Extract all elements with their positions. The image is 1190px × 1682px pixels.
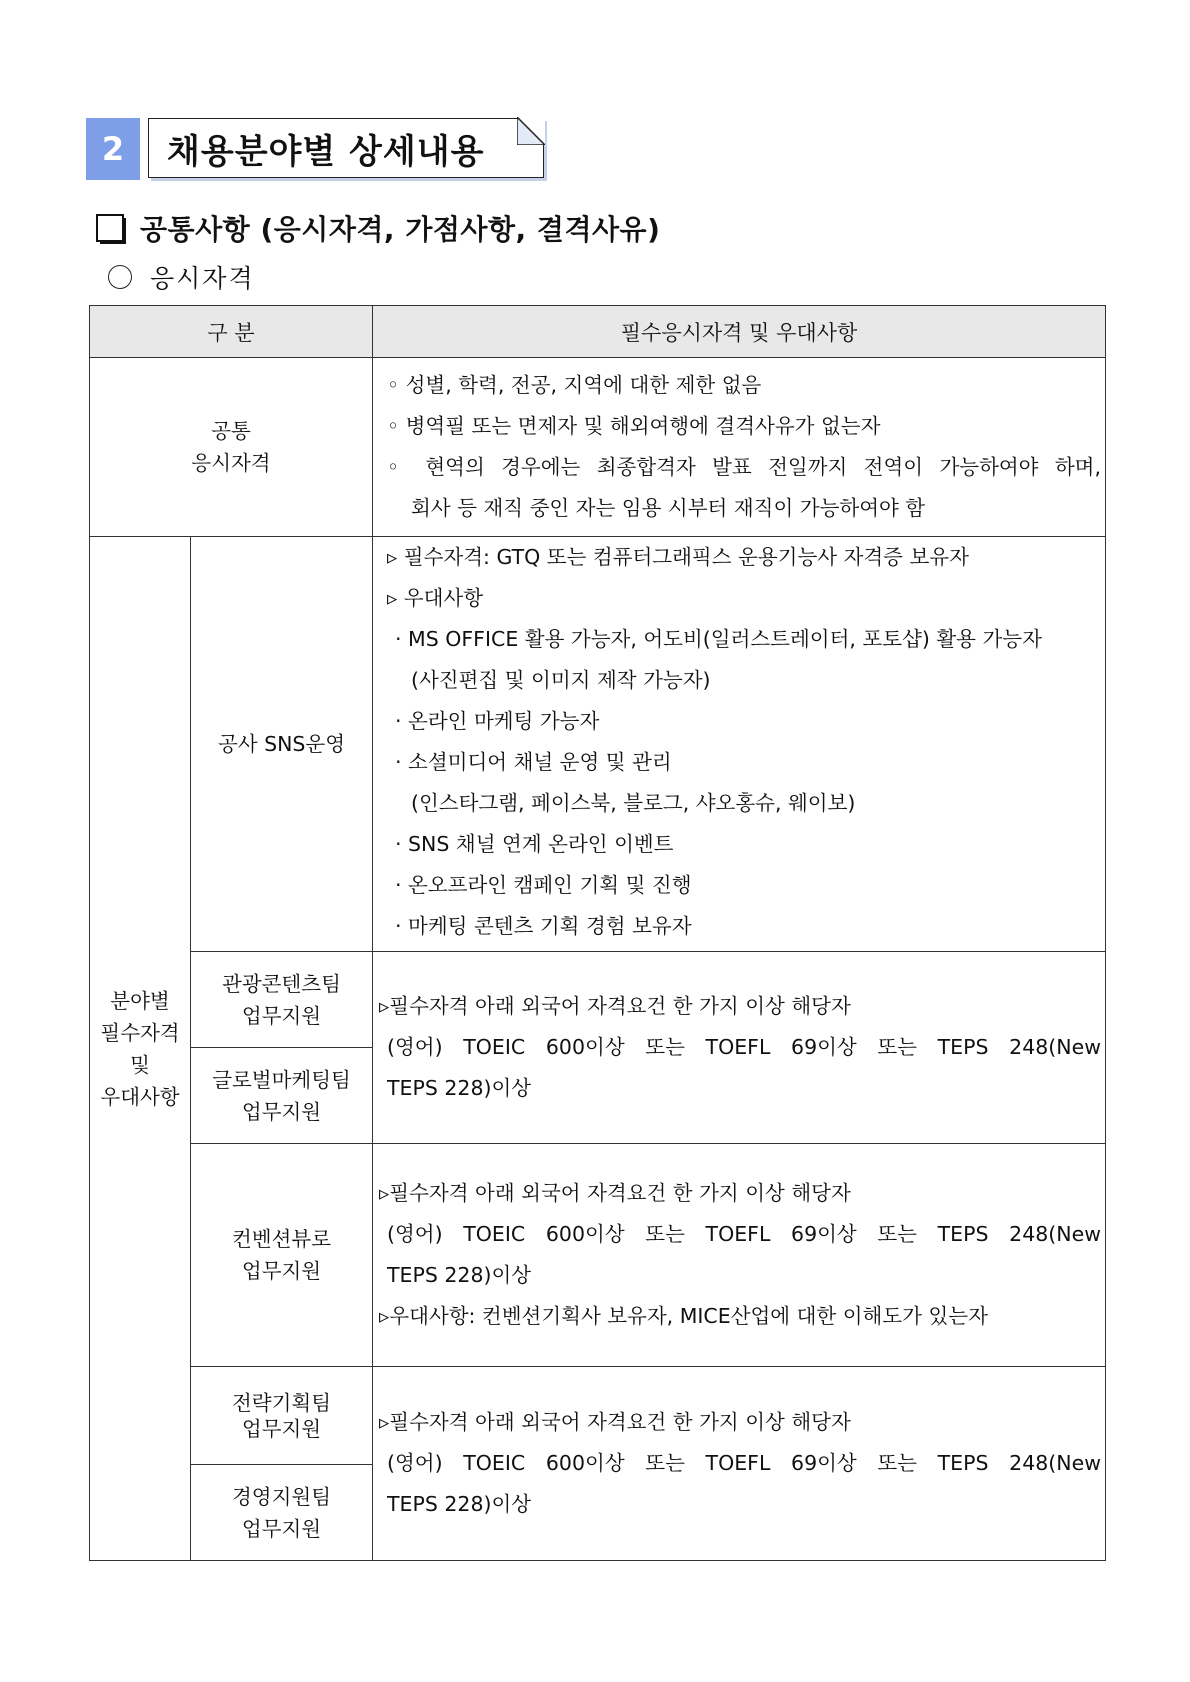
sns-line: ▹ 우대사항 xyxy=(387,586,484,610)
table-row-tourism xyxy=(90,952,1106,1048)
circle-item-title: 응시자격 xyxy=(150,264,255,293)
table-row-sns xyxy=(90,537,1106,952)
table-header-row xyxy=(90,306,1106,358)
field-group-label-line: 및 xyxy=(130,1052,150,1077)
folded-corner-icon xyxy=(517,117,545,145)
section-title: 채용분야별 상세내용 xyxy=(167,131,485,172)
lang-line: TEPS 228)이상 xyxy=(387,1492,532,1516)
strategy-label-cell xyxy=(191,1367,373,1465)
strategy-label-line2: 업무지원 xyxy=(241,1416,322,1441)
common-content-cell xyxy=(373,358,1106,537)
field-group-label-cell xyxy=(90,537,191,1561)
sns-label-cell xyxy=(191,537,373,952)
tourism-label-line1: 관광콘텐츠팀 xyxy=(222,971,341,996)
common-line: ◦ 성별, 학력, 전공, 지역에 대한 제한 없음 xyxy=(387,373,762,397)
convention-line: (영어) TOEIC 600이상 또는 TOEFL 69이상 또는 TEPS 248(New xyxy=(387,1222,1101,1246)
circle-bullet-icon xyxy=(108,265,132,289)
management-label-line2: 업무지원 xyxy=(241,1516,322,1541)
sns-label: 공사 SNS운영 xyxy=(217,732,346,756)
global-label-line2: 업무지원 xyxy=(241,1099,322,1124)
lang-block-1-cell xyxy=(373,952,1106,1144)
section-title-box xyxy=(148,118,544,178)
global-label-line1: 글로벌마케팅팀 xyxy=(212,1067,351,1092)
convention-content-cell xyxy=(373,1144,1106,1367)
field-group-label-line: 우대사항 xyxy=(100,1084,180,1109)
field-group-label-line: 분야별 xyxy=(110,988,170,1013)
table-row-strategy xyxy=(90,1367,1106,1465)
field-group-label-line: 필수자격 xyxy=(100,1020,180,1045)
convention-line: ▹우대사항: 컨벤션기획사 보유자, MICE산업에 대한 이해도가 있는자 xyxy=(379,1304,988,1328)
header-requirements: 필수응시자격 및 우대사항 xyxy=(373,306,1106,358)
global-label-cell xyxy=(191,1048,373,1144)
common-line: ◦ 병역필 또는 면제자 및 해외여행에 결격사유가 없는자 xyxy=(387,414,881,438)
sns-line: · 소셜미디어 채널 운영 및 관리 xyxy=(395,750,672,774)
lang-line: (영어) TOEIC 600이상 또는 TOEFL 69이상 또는 TEPS 248(New xyxy=(387,1035,1101,1059)
sub-header-title: 공통사항 (응시자격, 가점사항, 결격사유) xyxy=(140,213,661,246)
sns-line: · SNS 채널 연계 온라인 이벤트 xyxy=(395,832,674,856)
section-header xyxy=(86,118,546,180)
convention-label-line2: 업무지원 xyxy=(241,1259,322,1283)
lang-line: TEPS 228)이상 xyxy=(387,1076,532,1100)
tourism-label-cell xyxy=(191,952,373,1048)
convention-line: TEPS 228)이상 xyxy=(387,1263,532,1287)
convention-line: ▹필수자격 아래 외국어 자격요건 한 가지 이상 해당자 xyxy=(379,1181,851,1205)
sns-content-cell xyxy=(373,537,1106,952)
lang-line: (영어) TOEIC 600이상 또는 TOEFL 69이상 또는 TEPS 248(New xyxy=(387,1451,1101,1475)
strategy-label-line1: 전략기획팀 xyxy=(231,1390,331,1415)
common-line: 회사 등 재직 중인 자는 임용 시부터 재직이 가능하여야 함 xyxy=(411,496,926,520)
sns-line: · 온오프라인 캠페인 기획 및 진행 xyxy=(395,873,692,897)
table-row-common xyxy=(90,358,1106,537)
square-bullet-icon xyxy=(96,214,126,242)
management-label-line1: 경영지원팀 xyxy=(231,1484,331,1509)
sns-line: ▹ 필수자격: GTQ 또는 컴퓨터그래픽스 운용기능사 자격증 보유자 xyxy=(387,545,969,569)
convention-label-line1: 컨벤션뷰로 xyxy=(231,1227,331,1251)
convention-label-cell xyxy=(191,1144,373,1367)
requirements-table xyxy=(89,305,1106,1561)
sns-line: · MS OFFICE 활용 가능자, 어도비(일러스트레이터, 포토샵) 활용 가능자 xyxy=(395,627,1042,651)
table-row-convention xyxy=(90,1144,1106,1367)
tourism-label-line2: 업무지원 xyxy=(241,1003,322,1028)
common-label-line2: 응시자격 xyxy=(191,451,271,475)
sns-line: · 온라인 마케팅 가능자 xyxy=(395,709,600,733)
sub-header xyxy=(96,208,660,248)
lang-block-2-cell xyxy=(373,1367,1106,1561)
sns-line: · 마케팅 콘텐츠 기획 경험 보유자 xyxy=(395,914,692,938)
lang-line: ▹필수자격 아래 외국어 자격요건 한 가지 이상 해당자 xyxy=(379,994,851,1018)
management-label-cell xyxy=(191,1465,373,1561)
sns-line: (인스타그램, 페이스북, 블로그, 샤오홍슈, 웨이보) xyxy=(411,791,856,815)
header-category: 구 분 xyxy=(90,306,373,358)
section-number: 2 xyxy=(86,118,140,180)
sns-line: (사진편집 및 이미지 제작 가능자) xyxy=(411,668,711,692)
common-label-line1: 공통 xyxy=(211,419,251,443)
lang-line: ▹필수자격 아래 외국어 자격요건 한 가지 이상 해당자 xyxy=(379,1410,851,1434)
circle-item xyxy=(108,258,255,296)
common-line: ◦ 현역의 경우에는 최종합격자 발표 전일까지 전역이 가능하여야 하며, xyxy=(387,455,1101,479)
common-label-cell xyxy=(90,358,373,537)
